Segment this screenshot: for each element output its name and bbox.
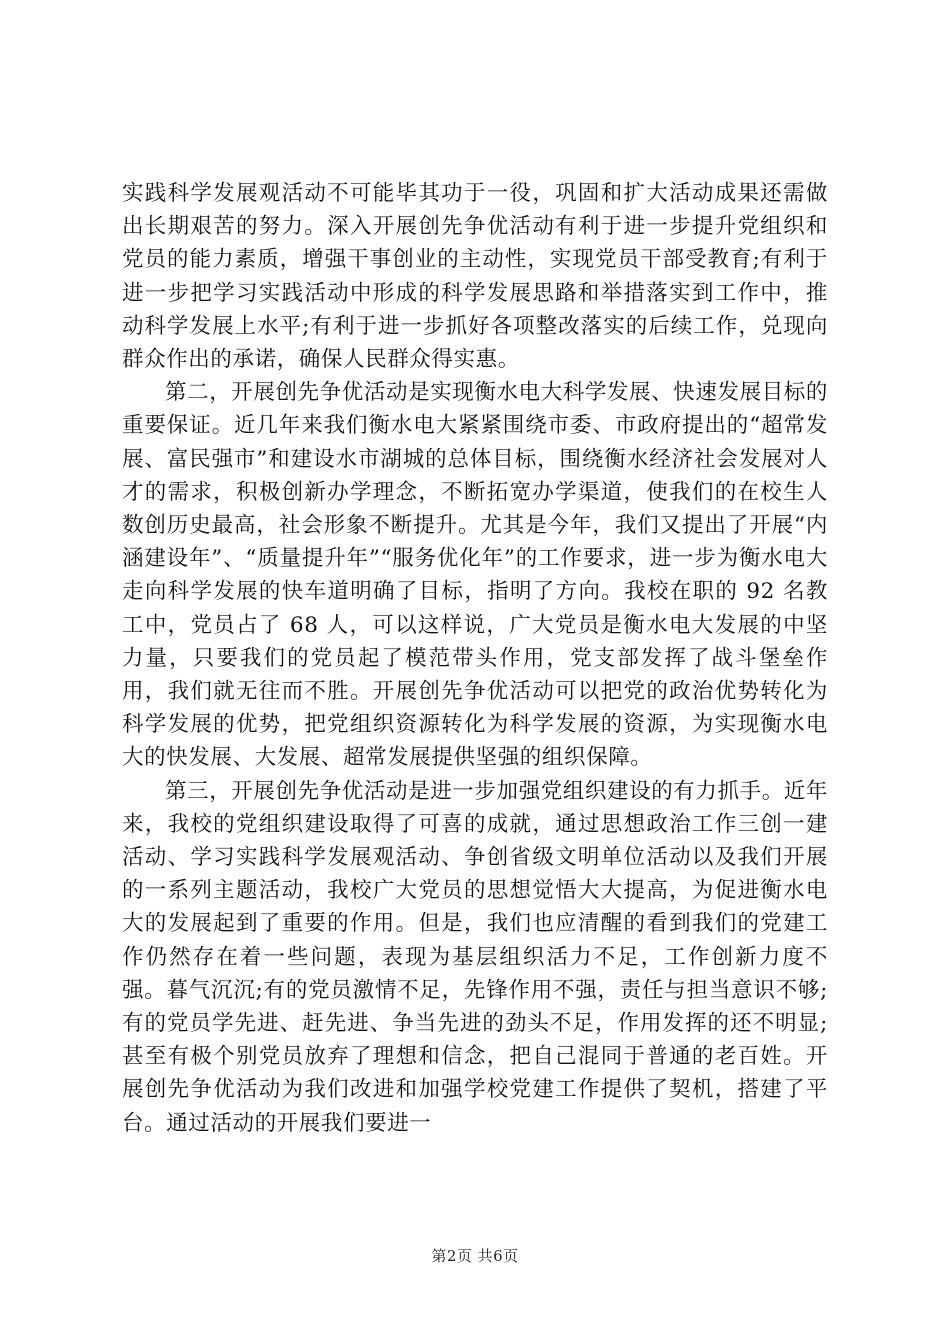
- document-body: [122, 177, 828, 1140]
- paragraph-3: 第三，开展创先争优活动是进一步加强党组织建设的有力抓手。近年来，我校的党组织建设取得了可喜的成就，通过思想政治工作三创一建活动、学习实践科学发展观活动、争创省级文明单位活动以及我们开展的一系列主题活动，我校广大党员的思想觉悟大大提高，为促进衡水电大的发展起到了重要的作用。但是，我们也应清醒的看到我们的党建工作仍然存在着一些问题，表现为基层组织活力不足，工作创新力度不强。暮气沉沉;有的党员激情不足，先锋作用不强，责任与担当意识不够;有的党员学先进、赶先进、争当先进的劲头不足，作用发挥的还不明显;甚至有极个别党员放弃了理想和信念，把自己混同于普通的老百姓。开展创先争优活动为我们改进和加强学校党建工作提供了契机，搭建了平台。通过活动的开展我们要进一: [122, 778, 829, 1136]
- paragraph-1: 实践科学发展观活动不可能毕其功于一役，巩固和扩大活动成果还需做出长期艰苦的努力。深入开展创先争优活动有利于进一步提升党组织和党员的能力素质，增强干事创业的主动性，实现党员干部受教育;有利于进一步把学习实践活动中形成的科学发展思路和举措落实到工作中，推动科学发展上水平;有利于进一步抓好各项整改落实的后续工作，兑现向群众作出的承诺，确保人民群众得实惠。: [122, 181, 828, 373]
- page-footer: 第2页 共6页: [431, 1247, 519, 1265]
- paragraph-2: 第二，开展创先争优活动是实现衡水电大科学发展、快速发展目标的重要保证。近几年来我们衡水电大紧紧围绕市委、市政府提出的“超常发展、富民强市”和建设水市湖城的总体目标，围绕衡水经济社会发展对人才的需求，积极创新办学理念，不断拓宽办学渠道，使我们的在校生人数创历史最高，社会形象不断提升。尤其是今年，我们又提出了开展“内涵建设年”、“质量提升年”“服务优化年”的工作要求，进一步为衡水电大走向科学发展的快车道明确了目标，指明了方向。我校在职的 92 名教工中，党员占了 68 人，可以这样说，广大党员是衡水电大发展的中坚力量，只要我们的党员起了模范带头作用，党支部发挥了战斗堡垒作用，我们就无往而不胜。开展创先争优活动可以把党的政治优势转化为科学发展的优势，把党组织资源转化为科学发展的资源，为实现衡水电大的快发展、大发展、超常发展提供坚强的组织保障。: [122, 380, 829, 771]
